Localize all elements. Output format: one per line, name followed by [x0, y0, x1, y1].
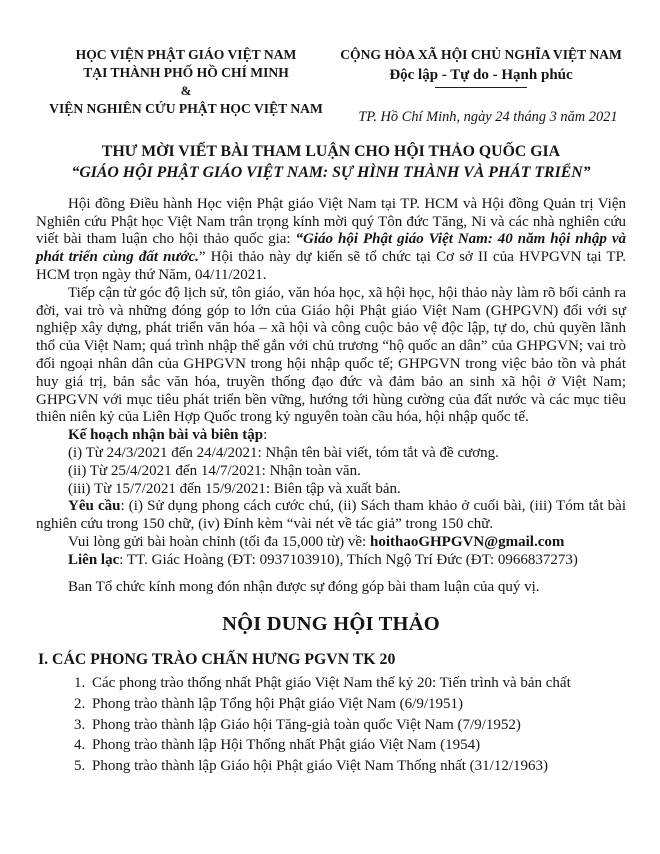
agenda-section-1-heading: I. CÁC PHONG TRÀO CHẤN HƯNG PGVN TK 20 [38, 651, 396, 669]
requirements-paragraph [36, 498, 626, 534]
intro-text-post: ” Hội thảo này dự kiến sẽ tổ chức tại Cơ sở II của HVPGVN tại TP. HCM trọn ngày thứ Năm, 04/11/2021. [36, 249, 626, 283]
agenda-item-5: 5. Phong trào thành lập Giáo hội Phật giáo Việt Nam Thống nhất (31/12/1963) [89, 757, 626, 775]
requirements-label: Yêu cầu [68, 498, 121, 515]
org-line-3: VIỆN NGHIÊN CỨU PHẬT HỌC VIỆT NAM [49, 101, 323, 116]
agenda-item-1: 1. Các phong trào thống nhất Phật giáo Việt Nam thế kỷ 20: Tiến trình và bản chất [89, 674, 626, 692]
contact-text: : TT. Giác Hoàng (ĐT: 0937103910), Thích Ngộ Trí Đức (ĐT: 0966837273) [119, 551, 578, 568]
contact-line [36, 552, 626, 570]
title-line-2: “GIÁO HỘI PHẬT GIÁO VIỆT NAM: SỰ HÌNH THÀNH VÀ PHÁT TRIỂN” [71, 163, 591, 181]
agenda-item-2: 2. Phong trào thành lập Tổng hội Phật giáo Việt Nam (6/9/1951) [89, 695, 626, 713]
issuing-org-block [36, 46, 336, 127]
intro-paragraph [36, 196, 626, 285]
agenda-heading: NỘI DUNG HỘI THẢO [222, 613, 440, 636]
document-title [36, 142, 626, 183]
motto-underline [435, 87, 527, 88]
national-motto: Độc lập - Tự do - Hạnh phúc [389, 67, 573, 83]
plan-heading-colon: : [263, 427, 268, 444]
title-line-1: THƯ MỜI VIẾT BÀI THAM LUẬN CHO HỘI THẢO QUỐC GIA [101, 142, 561, 160]
submission-text: Vui lòng gửi bài hoàn chỉnh (tối đa 15,000 từ) về: [68, 533, 370, 550]
agenda-section-1-list [36, 674, 626, 775]
contact-label: Liên lạc [68, 551, 120, 568]
plan-item-1: (i) Từ 24/3/2021 đến 24/4/2021: Nhận tên bài viết, tóm tắt và đề cương. [68, 444, 499, 461]
country-title: CỘNG HÒA XÃ HỘI CHỦ NGHĨA VIỆT NAM [340, 47, 622, 62]
plan-item-2: (ii) Từ 25/4/2021 đến 14/7/2021: Nhận toàn văn. [68, 462, 361, 479]
agenda-item-4: 4. Phong trào thành lập Hội Thống nhất Phật giáo Việt Nam (1954) [89, 736, 626, 754]
scope-paragraph: Tiếp cận từ góc độ lịch sử, tôn giáo, văn hóa học, xã hội học, hội thảo này làm rõ bối cảnh ra đời, vai trò và những đóng góp to lớn của Giáo hội Phật giáo Việt Nam (GHPGVN) đối với sự nghiệp xây dựng, phát triển văn hóa – xã hội và công cuộc bảo vệ độc lập, tự do, chủ quyền lãnh thổ của Việt Nam; quá trình nhập thế gắn với chủ trương “hộ quốc an dân” của GHPGVN; vai trò đối ngoại nhân dân của GHPGVN trong hội nhập quốc tế; GHPGVN trong việc bảo tồn và phát huy giá trị, bản sắc văn hóa, truyền thống đạo đức và đảm bảo an sinh xã hội ở Việt Nam; GHPGVN với mục tiêu phát triển bền vững, hướng tới hùng cường của đất nước và các mục tiêu thiên niên kỷ của Liên Hợp Quốc trong kỷ nguyên toàn cầu hóa, hội nhập quốc tế. [36, 284, 626, 426]
submission-email: hoithaoGHPGVN@gmail.com [369, 533, 565, 550]
closing-line: Ban Tổ chức kính mong đón nhận được sự đóng góp bài tham luận của quý vị. [68, 578, 540, 595]
intro-text-pre: Hội đồng Điều hành Học viện Phật giáo Việt Nam tại TP. HCM và Hội đồng Quản trị Viện Nghiên cứu Phật học Việt Nam trân trọng kính mời quý Tôn đức Tăng, Ni và các nhà nghiên cứu viết bài tham luận cho hội thảo quốc gia: [36, 195, 626, 248]
date-line: TP. Hồ Chí Minh, ngày 24 tháng 3 năm 2021 [358, 109, 618, 125]
plan-heading [36, 427, 626, 445]
conference-title-inline: “Giáo hội Phật giáo Việt Nam: 40 năm hội nhập và phát triển cùng đất nước. [36, 231, 626, 266]
org-line-2: TẠI THÀNH PHỐ HỒ CHÍ MINH [83, 65, 289, 80]
submission-line [36, 534, 626, 552]
org-ampersand: & [180, 83, 192, 98]
org-line-1: HỌC VIỆN PHẬT GIÁO VIỆT NAM [75, 47, 297, 62]
requirements-text: : (i) Sử dụng phong cách cước chú, (ii) Sách tham khảo ở cuối bài, (iii) Tóm tắt bài nghiên cứu trong 150 chữ, (iv) Đính kèm “vài nét về tác giả” trong 150 chữ. [36, 498, 626, 533]
document-header [36, 46, 626, 127]
national-header-block [336, 46, 626, 127]
document-body [36, 196, 626, 776]
plan-heading-label: Kế hoạch nhận bài và biên tập [68, 427, 264, 444]
plan-item-3: (iii) Từ 15/7/2021 đến 15/9/2021: Biên tập và xuất bản. [68, 480, 401, 497]
agenda-item-3: 3. Phong trào thành lập Giáo hội Tăng-già toàn quốc Việt Nam (7/9/1952) [89, 716, 626, 734]
